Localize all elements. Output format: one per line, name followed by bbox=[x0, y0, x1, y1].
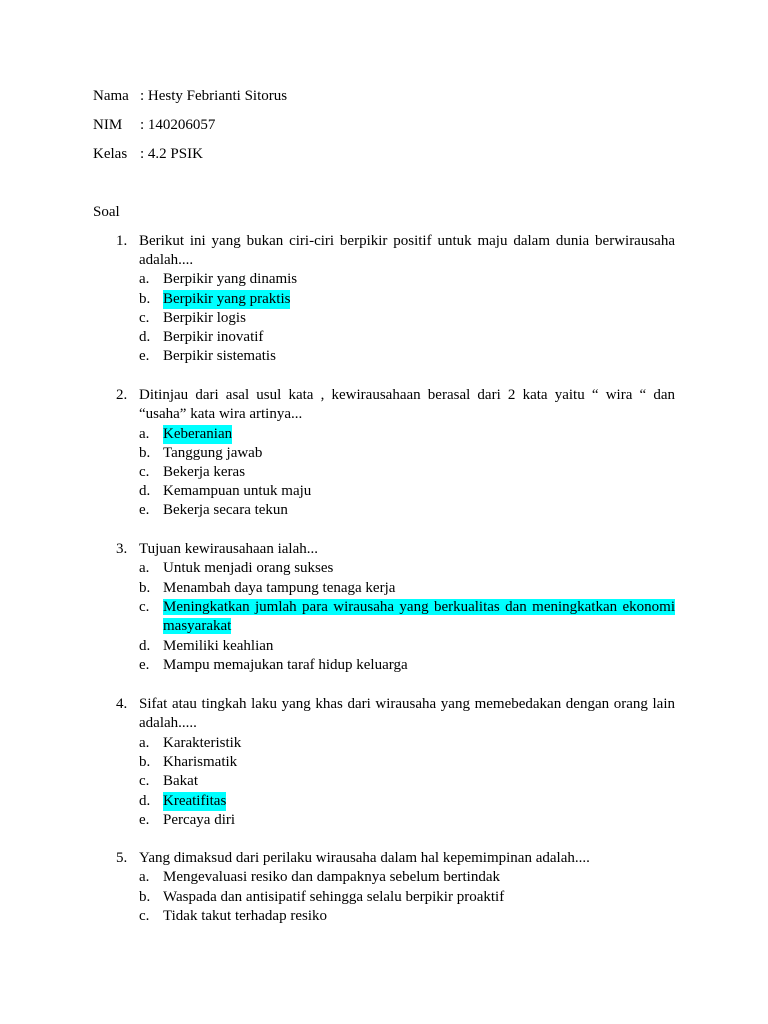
option-letter: e. bbox=[139, 502, 150, 518]
question-text: Berikut ini yang bukan ciri-ciri berpikir positif untuk maju dalam dunia berwirausaha adalah.... bbox=[139, 233, 675, 269]
question-number: 2. bbox=[116, 387, 128, 403]
question-number: 1. bbox=[116, 233, 128, 249]
option-letter: a. bbox=[139, 735, 150, 751]
option-letter: a. bbox=[139, 271, 150, 287]
option-letter: b. bbox=[139, 754, 151, 770]
option-text: Bekerja keras bbox=[163, 464, 246, 480]
option-text: Menambah daya tampung tenaga kerja bbox=[163, 580, 396, 596]
question-number: 5. bbox=[116, 850, 128, 866]
question-number: 4. bbox=[116, 696, 128, 712]
option-text: Untuk menjadi orang sukses bbox=[163, 560, 334, 576]
option-text: Mampu memajukan taraf hidup keluarga bbox=[163, 657, 408, 673]
question-number: 3. bbox=[116, 541, 128, 557]
option-letter: b. bbox=[139, 889, 151, 905]
name-value: : Hesty Febrianti Sitorus bbox=[140, 88, 288, 104]
option-text: Memiliki keahlian bbox=[163, 638, 274, 654]
option-text: Tidak takut terhadap resiko bbox=[163, 908, 327, 924]
option-text-answer bbox=[163, 598, 675, 637]
option-letter: a. bbox=[139, 560, 150, 576]
option-text-answer: Keberanian bbox=[163, 426, 233, 442]
option-letter: d. bbox=[139, 793, 151, 809]
option-text: Karakteristik bbox=[163, 735, 242, 751]
question-text: Ditinjau dari asal usul kata , kewirausahaan berasal dari 2 kata yaitu “ wira “ dan “usaha” kata wira artinya... bbox=[139, 387, 675, 423]
option-letter: c. bbox=[139, 773, 150, 789]
option-text: Bekerja secara tekun bbox=[163, 502, 288, 518]
option-text: Kemampuan untuk maju bbox=[163, 483, 312, 499]
option-letter: b. bbox=[139, 445, 151, 461]
option-letter: e. bbox=[139, 812, 150, 828]
option-text: Berpikir sistematis bbox=[163, 348, 276, 364]
option-text: Berpikir inovatif bbox=[163, 329, 264, 345]
nim-label: NIM bbox=[93, 117, 123, 133]
kelas-value: : 4.2 PSIK bbox=[140, 146, 203, 162]
option-text: Mengevaluasi resiko dan dampaknya sebelum bertindak bbox=[163, 869, 500, 885]
option-letter: c. bbox=[139, 464, 150, 480]
question-text: Tujuan kewirausahaan ialah... bbox=[139, 541, 318, 557]
option-text: Bakat bbox=[163, 773, 198, 789]
option-letter: b. bbox=[139, 291, 151, 307]
answer-highlight: Meningkatkan jumlah para wirausaha yang berkualitas dan meningkatkan ekonomi masyarakat bbox=[163, 599, 675, 635]
option-text: Berpikir yang dinamis bbox=[163, 271, 298, 287]
option-letter: a. bbox=[139, 426, 150, 442]
section-title: Soal bbox=[93, 204, 120, 220]
name-label: Nama bbox=[93, 88, 129, 104]
option-letter: c. bbox=[139, 599, 150, 615]
option-letter: d. bbox=[139, 483, 151, 499]
option-text: Percaya diri bbox=[163, 812, 236, 828]
option-letter: b. bbox=[139, 580, 151, 596]
option-text-answer: Berpikir yang praktis bbox=[163, 291, 291, 307]
option-letter: c. bbox=[139, 908, 150, 924]
option-text-answer: Kreatifitas bbox=[163, 793, 227, 809]
option-letter: d. bbox=[139, 329, 151, 345]
option-text: Tanggung jawab bbox=[163, 445, 263, 461]
option-letter: a. bbox=[139, 869, 150, 885]
kelas-label: Kelas bbox=[93, 146, 128, 162]
option-letter: d. bbox=[139, 638, 151, 654]
question-text: Yang dimaksud dari perilaku wirausaha dalam hal kepemimpinan adalah.... bbox=[139, 850, 590, 866]
nim-value: : 140206057 bbox=[140, 117, 216, 133]
option-text: Waspada dan antisipatif sehingga selalu berpikir proaktif bbox=[163, 889, 505, 905]
option-letter: e. bbox=[139, 657, 150, 673]
option-letter: c. bbox=[139, 310, 150, 326]
option-text: Kharismatik bbox=[163, 754, 238, 770]
option-text: Berpikir logis bbox=[163, 310, 246, 326]
option-letter: e. bbox=[139, 348, 150, 364]
question-text: Sifat atau tingkah laku yang khas dari wirausaha yang memebedakan dengan orang lain adalah..... bbox=[139, 696, 675, 732]
